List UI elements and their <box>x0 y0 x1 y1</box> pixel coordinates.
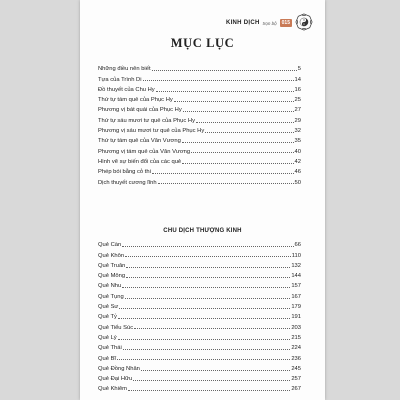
toc-entry-page: 191 <box>291 314 301 321</box>
toc-entry-page: 267 <box>291 386 301 393</box>
toc-entry <box>98 93 301 103</box>
toc-entry-label: Đồ thuyết của Chu Hy <box>98 86 155 93</box>
toc-entry-page: 32 <box>294 128 301 135</box>
toc-entry-page: 29 <box>294 117 301 124</box>
toc-entry <box>98 341 301 351</box>
toc-leader-dots <box>119 308 290 309</box>
toc-entry-page: 66 <box>294 242 301 249</box>
toc-entry-page: 16 <box>294 86 301 93</box>
toc-entry <box>98 362 301 372</box>
toc-entry-page: 167 <box>291 293 301 300</box>
toc-leader-dots <box>122 287 290 288</box>
book-page <box>80 0 325 400</box>
toc-entry-label: Phép bói bằng cỏ thi <box>98 169 151 176</box>
toc-entry <box>98 300 301 310</box>
toc-entry-label: Quẻ Nhu <box>98 283 122 290</box>
toc-entry-label: Quẻ Truân <box>98 262 126 269</box>
toc-entry-page: 14 <box>294 76 301 83</box>
toc-entry <box>98 372 301 382</box>
toc-entry-page: 50 <box>294 179 301 186</box>
toc-entry-label: Quẻ Đồng Nhân <box>98 365 140 372</box>
toc-entry <box>98 72 301 82</box>
toc-entry-label: Quẻ Thái <box>98 345 122 352</box>
toc-entry <box>98 134 301 144</box>
toc-entry <box>98 259 301 269</box>
toc-entry <box>98 175 301 185</box>
toc-front-matter <box>98 62 301 186</box>
toc-leader-dots <box>126 277 290 278</box>
toc-entry <box>98 248 301 258</box>
toc-entry-label: Phương vị bát quái của Phục Hy <box>98 107 182 114</box>
toc-entry-label: Những điều nên biết <box>98 66 151 73</box>
toc-entry <box>98 289 301 299</box>
toc-entry <box>98 144 301 154</box>
toc-leader-dots <box>143 80 294 81</box>
toc-leader-dots <box>158 183 294 184</box>
toc-entry-label: Quẻ Tỷ <box>98 314 117 321</box>
toc-leader-dots <box>182 142 294 143</box>
toc-entry-page: 179 <box>291 304 301 311</box>
toc-leader-dots <box>156 91 294 92</box>
toc-entry <box>98 238 301 248</box>
toc-leader-dots <box>122 246 293 247</box>
toc-main-chapters <box>98 238 301 392</box>
toc-entry-page: 42 <box>294 158 301 165</box>
toc-entry-label: Dịch thuyết cương lĩnh <box>98 179 157 186</box>
toc-entry-page: 224 <box>291 345 301 352</box>
toc-entry-label: Quẻ Tụng <box>98 293 124 300</box>
toc-entry-label: Quẻ Đại Hữu <box>98 376 133 383</box>
page-number-badge: 015 <box>281 20 290 26</box>
toc-entry <box>98 382 301 392</box>
toc-entry-label: Thứ tự tám quẻ của Phục Hy <box>98 97 173 104</box>
toc-leader-dots <box>205 132 293 133</box>
toc-entry-page: 236 <box>291 355 301 362</box>
toc-entry-page: 203 <box>291 324 301 331</box>
toc-entry-page: 35 <box>294 138 301 145</box>
toc-entry <box>98 155 301 165</box>
toc-leader-dots <box>117 359 290 360</box>
toc-entry <box>98 113 301 123</box>
toc-entry-page: 40 <box>294 148 301 155</box>
toc-leader-dots <box>125 298 291 299</box>
toc-leader-dots <box>183 111 294 112</box>
toc-entry-page: 144 <box>291 273 301 280</box>
toc-leader-dots <box>196 122 294 123</box>
bagua-yin-yang-icon <box>295 13 313 31</box>
toc-entry <box>98 331 301 341</box>
toc-entry-page: 110 <box>291 252 301 259</box>
header-brand: KINH DỊCH <box>225 20 260 26</box>
toc-leader-dots <box>125 256 291 257</box>
toc-leader-dots <box>126 267 290 268</box>
toc-leader-dots <box>118 339 291 340</box>
toc-entry-label: Phương vị tám quẻ của Văn Vương <box>98 148 191 155</box>
toc-entry <box>98 83 301 93</box>
toc-entry-label: Quẻ Mông <box>98 273 126 280</box>
toc-entry <box>98 124 301 134</box>
toc-leader-dots <box>191 152 293 153</box>
toc-entry-label: Quẻ Sư <box>98 304 119 311</box>
toc-entry-label: Quẻ Bĩ <box>98 355 117 362</box>
toc-leader-dots <box>152 70 297 71</box>
toc-leader-dots <box>152 173 294 174</box>
toc-leader-dots <box>134 328 290 329</box>
toc-leader-dots <box>141 370 290 371</box>
header-brand-subtitle: trọn bộ <box>262 21 277 26</box>
toc-entry-label: Quẻ Càn <box>98 242 122 249</box>
toc-entry-label: Hình vẽ sự biến đổi của các quẻ <box>98 158 182 165</box>
toc-entry-page: 5 <box>297 66 301 73</box>
toc-entry <box>98 310 301 320</box>
toc-leader-dots <box>174 101 294 102</box>
toc-entry <box>98 165 301 175</box>
toc-entry <box>98 351 301 361</box>
toc-entry <box>98 62 301 72</box>
toc-leader-dots <box>123 349 291 350</box>
page-title: MỤC LỤC <box>170 36 235 50</box>
toc-entry-label: Quẻ Tiểu Súc <box>98 324 134 331</box>
toc-entry-page: 46 <box>294 169 301 176</box>
toc-leader-dots <box>182 163 293 164</box>
toc-entry-page: 215 <box>291 334 301 341</box>
toc-entry-label: Thứ tự sáu mươi tư quẻ của Phục Hy <box>98 117 195 124</box>
toc-entry-page: 27 <box>294 107 301 114</box>
toc-leader-dots <box>118 318 290 319</box>
toc-entry <box>98 103 301 113</box>
toc-entry-label: Thứ tự tám quẻ của Văn Vương <box>98 138 181 145</box>
toc-entry-page: 132 <box>291 262 301 269</box>
toc-entry-page: 157 <box>291 283 301 290</box>
toc-entry-label: Phương vị sáu mươi tư quẻ của Phục Hy <box>98 128 205 135</box>
toc-entry-page: 245 <box>291 365 301 372</box>
toc-entry-label: Quẻ Khôn <box>98 252 125 259</box>
toc-entry <box>98 279 301 289</box>
toc-entry-page: 257 <box>291 376 301 383</box>
toc-entry-label: Tựa của Trình Di <box>98 76 142 83</box>
section-title: CHU DỊCH THƯỢNG KINH <box>163 228 242 234</box>
toc-entry <box>98 269 301 279</box>
toc-leader-dots <box>133 380 290 381</box>
toc-entry-label: Quẻ Lý <box>98 334 117 341</box>
toc-entry-label: Quẻ Khiêm <box>98 386 127 393</box>
toc-entry <box>98 320 301 330</box>
toc-leader-dots <box>128 390 290 391</box>
toc-entry-page: 25 <box>294 97 301 104</box>
running-header <box>226 16 313 30</box>
